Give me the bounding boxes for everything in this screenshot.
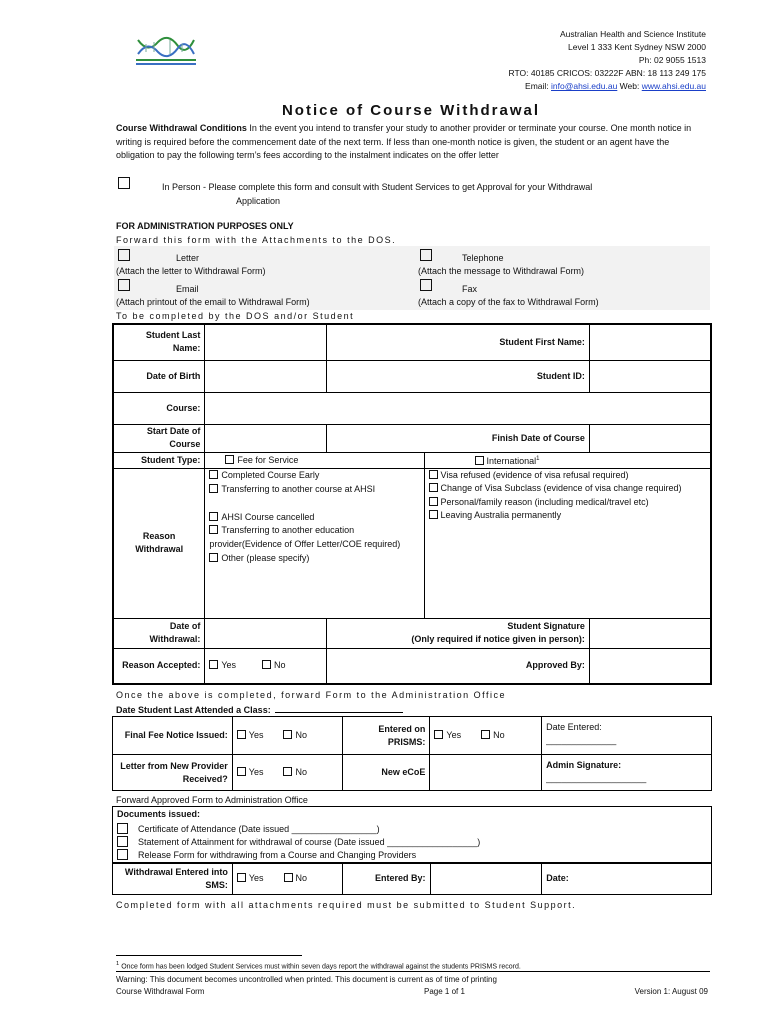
admin-heading: FOR ADMINISTRATION PURPOSES ONLY <box>116 221 294 231</box>
letter-label: Letter <box>176 253 200 263</box>
admin-table <box>112 716 712 791</box>
fee-for-service-checkbox[interactable] <box>225 455 234 464</box>
student-first-name-field[interactable] <box>589 324 711 360</box>
accepted-yes-checkbox[interactable] <box>209 660 218 669</box>
withdrawal-conditions <box>116 122 710 163</box>
once-completed-text: Once the above is completed, forward Form to the Administration Office <box>116 690 506 700</box>
reason-personal[interactable]: Personal/family reason (including medical/travel etc) <box>429 496 706 510</box>
fax-label: Fax <box>462 284 478 294</box>
reason-leaving-australia[interactable]: Leaving Australia permanently <box>429 509 706 523</box>
date-last-attended-field[interactable] <box>275 703 403 713</box>
start-date-field[interactable] <box>205 424 327 452</box>
institute-phone: Ph: 02 9055 1513 <box>638 55 706 65</box>
reason-accepted-label: Reason Accepted: <box>113 648 205 684</box>
institute-address: Level 1 333 Kent Sydney NSW 2000 <box>568 42 706 52</box>
course-label: Course: <box>113 392 205 424</box>
sms-options: Yes No <box>232 863 342 895</box>
letter-checkbox[interactable] <box>118 249 130 261</box>
footnote-rule <box>116 955 302 956</box>
reason-leaving-australia-checkbox[interactable] <box>429 510 438 519</box>
footer-form-name: Course Withdrawal Form <box>116 987 205 996</box>
reason-course-cancelled-checkbox[interactable] <box>209 512 218 521</box>
admin-methods-grid <box>114 246 710 310</box>
reason-accepted-options: Yes No <box>205 648 327 684</box>
fax-note: (Attach a copy of the fax to Withdrawal Form) <box>418 297 599 307</box>
doc-certificate-checkbox[interactable] <box>117 823 128 834</box>
accepted-no-checkbox[interactable] <box>262 660 271 669</box>
footer-version: Version 1: August 09 <box>634 987 708 996</box>
student-details-table <box>112 323 712 685</box>
institute-name: Australian Health and Science Institute <box>559 29 706 39</box>
reason-other[interactable]: Other (please specify) <box>209 552 419 566</box>
telephone-checkbox[interactable] <box>420 249 432 261</box>
dob-field[interactable] <box>205 360 327 392</box>
admin-signature-cell[interactable]: Admin Signature: ____________________ <box>542 755 712 791</box>
final-fee-label: Final Fee Notice Issued: <box>113 717 233 755</box>
admin-forward-text: Forward this form with the Attachments to the DOS. <box>116 235 397 245</box>
institute-email-web: Email: info@ahsi.edu.au Web: www.ahsi.edu.au <box>525 81 706 91</box>
documents-issued-box <box>112 806 712 864</box>
doc-release-form[interactable]: Release Form for withdrawing from a Course and Changing Providers <box>117 849 416 860</box>
sms-date-cell[interactable]: Date: <box>542 863 712 895</box>
footer-rule <box>116 971 710 972</box>
reason-transfer-provider-checkbox[interactable] <box>209 525 218 534</box>
reasons-right-cell <box>424 468 711 618</box>
reason-visa-refused-checkbox[interactable] <box>429 470 438 479</box>
reason-visa-refused[interactable]: Visa refused (evidence of visa refusal required) <box>429 469 706 483</box>
student-signature-label: Student Signature (Only required if notice given in person): <box>326 618 589 648</box>
final-fee-yes-checkbox[interactable] <box>237 730 246 739</box>
new-ecoe-label: New eCoE <box>342 755 430 791</box>
prisms-no-checkbox[interactable] <box>481 730 490 739</box>
email-note: (Attach printout of the email to Withdrawal Form) <box>116 297 310 307</box>
doc-statement[interactable]: Statement of Attainment for withdrawal of course (Date issued __________________) <box>117 836 480 847</box>
telephone-label: Telephone <box>462 253 504 263</box>
conditions-label: Course Withdrawal Conditions <box>116 123 247 133</box>
footer-warning: Warning: This document becomes uncontrolled when printed. This document is current as of time of printing <box>116 975 497 984</box>
entered-prisms-label: Entered on PRISMS: <box>342 717 430 755</box>
reason-completed-early-checkbox[interactable] <box>209 470 218 479</box>
entered-by-label: Entered By: <box>342 863 430 895</box>
completed-by-text: To be completed by the DOS and/or Student <box>116 311 355 321</box>
student-id-label: Student ID: <box>326 360 589 392</box>
reason-visa-change-checkbox[interactable] <box>429 483 438 492</box>
entered-by-field[interactable] <box>430 863 542 895</box>
institute-contact-block <box>508 28 706 93</box>
page-title: Notice of Course Withdrawal <box>281 102 541 119</box>
student-last-name-field[interactable] <box>205 324 327 360</box>
reason-transfer-provider[interactable]: Transferring to another education provider(Evidence of Offer Letter/COE required) <box>209 525 401 549</box>
reason-withdrawal-label: Reason Withdrawal <box>113 468 205 618</box>
telephone-note: (Attach the message to Withdrawal Form) <box>418 266 585 276</box>
email-label: Email <box>176 284 199 294</box>
forward-approved-text: Forward Approved Form to Administration Office <box>116 795 308 805</box>
email-checkbox[interactable] <box>118 279 130 291</box>
web-link[interactable]: www.ahsi.edu.au <box>641 81 706 91</box>
sms-yes-checkbox[interactable] <box>237 873 246 882</box>
letter-note: (Attach the letter to Withdrawal Form) <box>116 266 266 276</box>
in-person-text: In Person - Please complete this form and consult with Student Services to get Approval for your Withdrawal Application <box>162 182 593 206</box>
finish-date-field[interactable] <box>589 424 711 452</box>
student-last-name-label: Student Last Name: <box>113 324 205 360</box>
international-option[interactable]: International$^1$ <box>424 452 711 468</box>
doc-release-form-checkbox[interactable] <box>117 849 128 860</box>
reason-completed-early[interactable]: Completed Course Early <box>209 469 419 483</box>
doc-statement-checkbox[interactable] <box>117 836 128 847</box>
prisms-options: Yes No <box>430 717 542 755</box>
reason-transfer-ahsi[interactable]: Transferring to another course at AHSI <box>209 483 419 497</box>
student-signature-field[interactable] <box>589 618 711 648</box>
reason-other-checkbox[interactable] <box>209 553 218 562</box>
letter-new-yes-checkbox[interactable] <box>237 767 246 776</box>
finish-date-label: Finish Date of Course <box>326 424 589 452</box>
prisms-yes-checkbox[interactable] <box>434 730 443 739</box>
sms-table <box>112 862 712 895</box>
date-last-attended: Date Student Last Attended a Class: <box>116 703 403 715</box>
documents-heading: Documents issued: <box>117 809 201 819</box>
withdrawal-sms-label: Withdrawal Entered into SMS: <box>113 863 233 895</box>
reason-course-cancelled[interactable]: AHSI Course cancelled <box>209 511 419 525</box>
final-fee-options: Yes No <box>232 717 342 755</box>
reason-transfer-ahsi-checkbox[interactable] <box>209 484 218 493</box>
letter-from-new-label: Letter from New Provider Received? <box>113 755 233 791</box>
student-id-field[interactable] <box>589 360 711 392</box>
doc-certificate[interactable]: Certificate of Attendance (Date issued _________________) <box>117 823 380 834</box>
sms-no-checkbox[interactable] <box>284 873 293 882</box>
in-person-checkbox[interactable] <box>118 177 130 189</box>
letter-new-no-checkbox[interactable] <box>283 767 292 776</box>
reason-personal-checkbox[interactable] <box>429 497 438 506</box>
approved-by-field[interactable] <box>589 648 711 684</box>
dob-label: Date of Birth <box>113 360 205 392</box>
date-of-withdrawal-field[interactable] <box>205 618 327 648</box>
start-date-label: Start Date of Course <box>113 424 205 452</box>
course-field[interactable] <box>205 392 711 424</box>
date-of-withdrawal-label: Date of Withdrawal: <box>113 618 205 648</box>
date-entered-cell[interactable]: Date Entered: ______________ <box>542 717 712 755</box>
letter-from-new-options: Yes No <box>232 755 342 791</box>
footer-page-number: Page 1 of 1 <box>424 987 465 996</box>
reasons-left-cell <box>205 468 424 618</box>
ahsi-logo <box>134 36 198 68</box>
footnote: $^1$ Once form has been lodged Student Services must within seven days report the withdrawal against the students PRISMS record. <box>116 961 521 971</box>
institute-rto: RTO: 40185 CRICOS: 03222F ABN: 18 113 249 175 <box>508 68 706 78</box>
student-first-name-label: Student First Name: <box>326 324 589 360</box>
international-checkbox[interactable] <box>475 456 484 465</box>
final-fee-no-checkbox[interactable] <box>283 730 292 739</box>
completed-form-text: Completed form with all attachments required must be submitted to Student Support. <box>116 900 577 910</box>
email-link[interactable]: info@ahsi.edu.au <box>551 81 618 91</box>
fee-for-service-option[interactable]: Fee for Service <box>205 452 424 468</box>
reason-visa-change[interactable]: Change of Visa Subclass (evidence of visa change required) <box>429 482 706 496</box>
fax-checkbox[interactable] <box>420 279 432 291</box>
approved-by-label: Approved By: <box>326 648 589 684</box>
conditions-text: In the event you intend to transfer your study to another provider or terminate your course. One month notice in writing is required before the commencement date of the next term. If less than one-month notice is given, the student or an agent have the obligation to pay the following term’s fees according to the instalment indicates on the offer letter <box>116 123 692 160</box>
student-type-label: Student Type: <box>113 452 205 468</box>
new-ecoe-field[interactable] <box>430 755 542 791</box>
